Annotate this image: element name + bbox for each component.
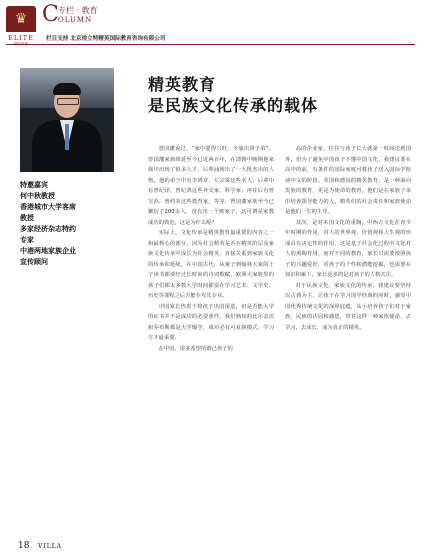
logo-brand: ELITE [8, 34, 34, 42]
bio-line: 何中秋教授 [20, 192, 55, 200]
magazine-name: VILLA [38, 543, 63, 550]
column-label: 专栏 · 教育 [58, 6, 98, 15]
column-mark: C [42, 2, 59, 27]
header-divider [6, 44, 415, 45]
text-column-right [285, 144, 411, 333]
paragraph: 曾国藩说过，“家中要得兴旺，全靠出贤子弟”。曾国藩家族绵延至今已近两百年，在清朝中晚期他家族中出现了很多人才，后辈涌现出了一大批杰出的人物。他的弟子中有李鸿章，左宗棠这些名人；后辈中有曾纪泽，曾纪鸿这些外交家，科学家；再往后有曾宝荪，曾约农这些教育家，等等。曾国藩家族至今已繁衍了200余人，没有出一个败家子，这可谓是家教成功的典范。这是为什么呢？ [148, 146, 274, 226]
page-footer [18, 541, 62, 551]
elite-logo [6, 6, 36, 52]
crown-icon: ♛ [6, 6, 36, 32]
paragraph: 对于民族文化、家族文化的传承，我建议要坚持以古典为主，让孩子在学习国学经典的同时，感受中国优秀传统文化的深厚底蕴，从小培养孩子们对于家族，民族的认同和感恩，带着这样一种家族使命，去学习，去成长，成为真正的精英。 [285, 282, 411, 331]
bio-line: 宣传顾问 [20, 258, 48, 266]
paragraph: 在中国，很多希望所谓已孩子的 [158, 345, 233, 352]
bio-line: 特邀嘉宾 [20, 181, 48, 189]
paragraph: 中国家长热衷于将孩子出国深造，但是否能大学的证书并不是成功的必要条件。我们熟知的比尔盖茨和乔布斯都是大学辍学，成功必有可复制模式，学习方才最重要。 [148, 303, 274, 341]
bio-line: 中港两地家族企业 [20, 247, 76, 255]
bio-line: 香港城市大学客席 [20, 203, 76, 211]
author-bio [20, 180, 130, 268]
bio-line: 教授 [20, 214, 34, 222]
text-column-left [148, 144, 274, 354]
title-line-1: 精英教育 [148, 75, 217, 94]
bio-line: 多家经济杂志特约 [20, 225, 76, 233]
page-number: 18 [18, 541, 30, 551]
paragraph: 其次，是对本国文化的重陶。中西方文化在青少年时期的作用，对人的世界观，价值观和人生观的形成具有决定性的作用，这是基于社会化过程中文化对人的熏陶作用。而对不同的教育，家长只需要按照孩子的兴趣爱好，对孩子的个性和潜能挖掘，也需要在知识积累下，家长更多的是对孩子的人格关注。 [285, 219, 411, 278]
sponsor-line: 栏目支持 北京埃立特精英国际教育咨询有限公司 [46, 36, 166, 42]
article-title [148, 74, 318, 116]
bio-line: 专家 [20, 236, 34, 244]
column-sub: OLUMN [58, 16, 93, 24]
paragraph: 实际上，文化传承是精英教育最重要的内容之一和最核心的部分。因为社会精英是否在精英阶层及家族文化传承中成长为社会精英，直接关系到家族文化的传承和延续。在中国古代，从童子到翰林大家的士子读书都要经过长时间的诗词歌赋，欧洲大家族里的孩子们都太多数大学时间都要在学习艺术、文学史、历史等课程之后方能专攻其专业。 [148, 230, 274, 299]
title-line-2: 是民族文化传承的载体 [148, 96, 319, 115]
author-photo [20, 68, 114, 172]
paragraph: 高的企业家，往往与孩子长大就第一时间送到国外，但为了避免中国孩子不懂中国文化，我建议要在高中的前，有条件的国际家庭可将孩子送入国际学校读中文的阶段。英国和德国的精英教育，是一种面向贵族的教育，更是为使命的教育，他们是在家族子弟中培养领导能力的人。精英们的社会责任和家族使命是他们一生的主导。 [285, 146, 411, 215]
